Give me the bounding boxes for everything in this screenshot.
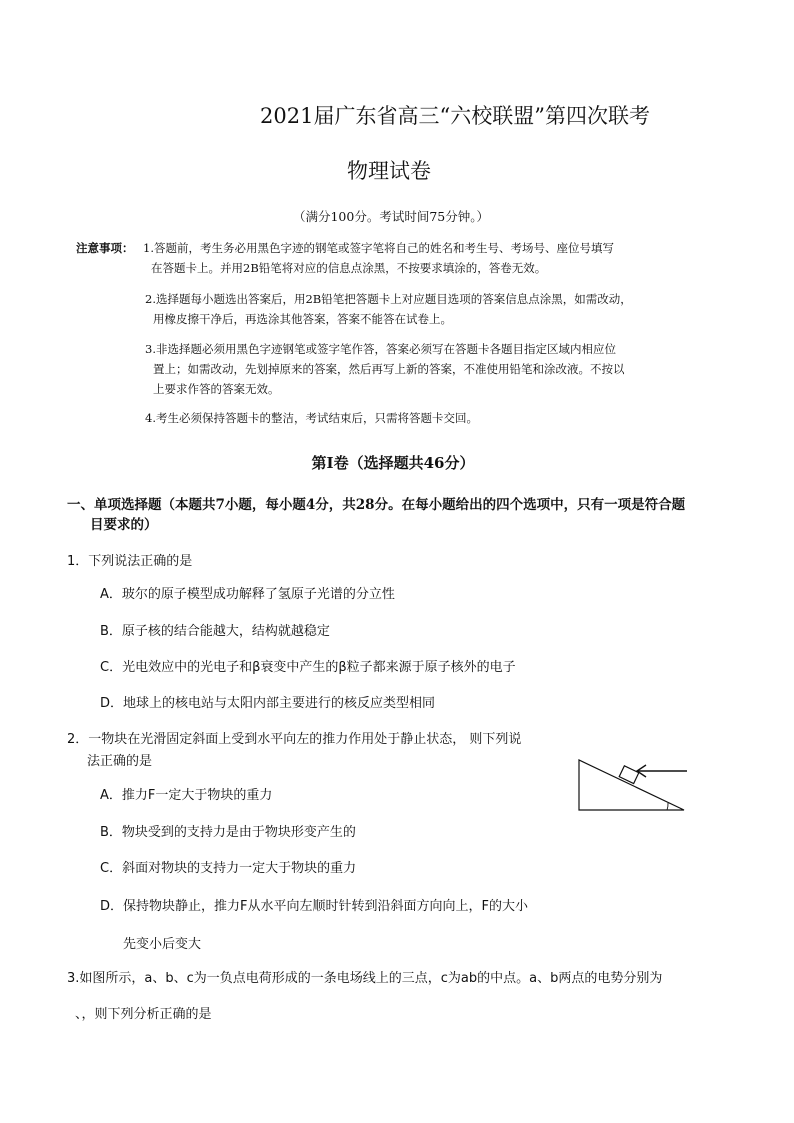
exam-info: （满分100分。考试时间75分钟。） <box>292 209 489 224</box>
note-2-line-2: 用橡皮擦干净后，再选涂其他答案，答案不能答在试卷上。 <box>153 312 452 326</box>
note-3-line-2: 置上；如需改动，先划掉原来的答案，然后再写上新的答案，不准使用铅笔和涂改液。不按以 <box>153 362 625 376</box>
question-2-option-d: D．保持物块静止，推力F从水平向左顺时针转到沿斜面方向向上，F的大小 <box>100 899 528 914</box>
question-3-stem-line-1: 3.如图所示，a、b、c为一负点电荷形成的一条电场线上的三点，c为ab的中点。a、b两点的电势分别为 <box>67 971 663 986</box>
question-1-stem: 1．下列说法正确的是 <box>67 554 193 569</box>
question-2-stem-line-1: 2．一物块在光滑固定斜面上受到水平向左的推力作用处于静止状态， 则下列说 <box>67 732 522 747</box>
question-1-option-c: C．光电效应中的光电子和β衰变中产生的β粒子都来源于原子核外的电子 <box>100 660 516 675</box>
incline-triangle <box>579 760 684 810</box>
part-heading-line-1: 一、单项选择题（本题共7小题，每小题4分，共28分。在每小题给出的四个选项中，只有一项是符合题 <box>67 497 686 513</box>
question-1-option-d: D．地球上的核电站与太阳内部主要进行的核反应类型相同 <box>100 696 436 711</box>
question-2-stem-line-2: 法正确的是 <box>87 754 153 769</box>
subject-title: 物理试卷 <box>347 159 431 183</box>
question-1-option-b: B．原子核的结合能越大，结构就越稳定 <box>100 624 330 639</box>
note-3-line-1: 3.非选择题必须用黑色字迹钢笔或签字笔作答，答案必须写在答题卡各题目指定区域内相应位 <box>145 342 616 356</box>
incline-diagram <box>574 750 694 820</box>
angle-arc <box>667 803 668 810</box>
question-2-option-b: B．物块受到的支持力是由于物块形变产生的 <box>100 825 356 840</box>
notes-label: 注意事项： <box>76 241 134 255</box>
question-1-option-a: A．玻尔的原子模型成功解释了氢原子光谱的分立性 <box>100 587 395 602</box>
question-2-option-d-continued: 先变小后变大 <box>123 937 202 952</box>
note-2-line-1: 2.选择题每小题选出答案后，用2B铅笔把答题卡上对应题目选项的答案信息点涂黑，如需改动， <box>145 292 632 306</box>
section-title: 第Ⅰ卷（选择题共46分） <box>311 454 475 472</box>
note-4-line-1: 4.考生必须保持答题卡的整洁，考试结束后，只需将答题卡交回。 <box>145 411 478 425</box>
note-1-line-2: 在答题卡上。并用2B铅笔将对应的信息点涂黑，不按要求填涂的，答卷无效。 <box>151 261 547 275</box>
question-2-option-c: C．斜面对物块的支持力一定大于物块的重力 <box>100 861 357 876</box>
question-2-option-a: A．推力F一定大于物块的重力 <box>100 788 273 803</box>
part-heading-line-2: 目要求的） <box>90 517 158 533</box>
note-1-line-1: 1.答题前，考生务必用黑色字迹的钢笔或签字笔将自己的姓名和考生号、考场号、座位号填写 <box>143 241 614 255</box>
exam-title: 2021届广东省高三“六校联盟”第四次联考 <box>260 104 650 128</box>
note-3-line-3: 上要求作答的答案无效。 <box>153 382 280 396</box>
question-3-stem-line-2: 、，则下列分析正确的是 <box>75 1007 212 1022</box>
